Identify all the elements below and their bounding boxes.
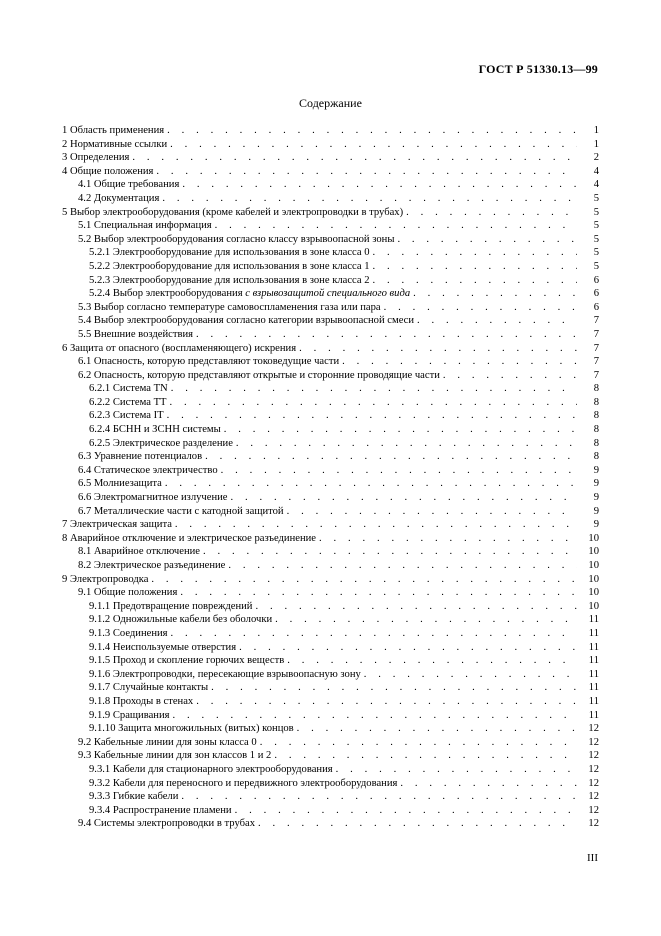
toc-leader-dots bbox=[260, 736, 577, 750]
toc-entry-page: 11 bbox=[588, 655, 599, 667]
toc-entry-page: 1 bbox=[593, 125, 599, 136]
toc-entry-title: 5 Выбор электрооборудования (кроме кабелей и электропроводки в трубах) bbox=[62, 206, 404, 218]
toc-entry bbox=[62, 749, 599, 763]
toc-entry-title: 5.3 Выбор согласно температуре самовоспламенения газа или пара bbox=[78, 301, 381, 313]
toc-entry bbox=[62, 287, 599, 301]
toc-entry-title: 4.1 Общие требования bbox=[78, 179, 180, 191]
toc-entry-page: 5 bbox=[593, 247, 599, 259]
toc-entry bbox=[62, 573, 599, 587]
toc-entry-page: 11 bbox=[588, 641, 599, 653]
toc-entry-title: 8.1 Аварийное отключение bbox=[78, 546, 200, 558]
toc-entry-title: 5.2 Выбор электрооборудования согласно классу взрывоопасной зоны bbox=[78, 233, 395, 245]
toc-leader-dots bbox=[397, 233, 577, 247]
toc-leader-dots bbox=[274, 749, 577, 763]
toc-entry bbox=[62, 464, 599, 478]
toc-entry-page: 10 bbox=[588, 600, 599, 612]
toc-entry-page: 9 bbox=[593, 478, 599, 490]
toc-entry-title: 6.1 Опасность, которую представляют токоведущие части bbox=[78, 356, 340, 368]
toc-entry-title: 8.2 Электрическое разъединение bbox=[78, 560, 226, 571]
toc-entry bbox=[62, 518, 599, 532]
toc-leader-dots bbox=[297, 722, 577, 736]
toc-entry bbox=[62, 260, 599, 274]
toc-entry-page: 11 bbox=[588, 682, 599, 694]
toc-entry-title: 6.3 Уравнение потенциалов bbox=[78, 451, 203, 463]
toc-entry-title: 9.1.10 Защита многожильных (витых) концов bbox=[89, 723, 294, 735]
toc-entry-title: 9 Электропроводка bbox=[62, 573, 149, 585]
toc-entry-title: 6.2.3 Система IT bbox=[89, 410, 164, 422]
toc-entry bbox=[62, 355, 599, 369]
toc-leader-dots bbox=[413, 287, 577, 301]
toc-entry bbox=[62, 668, 599, 682]
toc-entry bbox=[62, 301, 599, 315]
toc-entry-page: 8 bbox=[593, 396, 599, 408]
toc-leader-dots bbox=[299, 342, 577, 356]
toc-entry bbox=[62, 396, 599, 410]
toc-entry-page: 4 bbox=[593, 165, 599, 177]
toc-entry-page: 9 bbox=[593, 519, 599, 531]
toc-entry-page: 6 bbox=[593, 301, 599, 313]
toc-entry-title: 9.1.2 Одножильные кабели без оболочки bbox=[89, 614, 273, 626]
toc-entry bbox=[62, 586, 599, 600]
toc-leader-dots bbox=[231, 491, 578, 505]
toc-entry bbox=[62, 641, 599, 655]
toc-entry-title: 9.2 Кабельные линии для зоны класса 0 bbox=[78, 736, 257, 748]
toc-entry-title: 8 Аварийное отключение и электрическое разъединение bbox=[62, 532, 316, 544]
toc-entry-title: 1 Область применения bbox=[62, 125, 165, 136]
toc-leader-dots bbox=[196, 695, 577, 709]
toc-leader-dots bbox=[373, 246, 577, 260]
toc-entry bbox=[62, 491, 599, 505]
toc-entry bbox=[62, 192, 599, 206]
toc-entry-title: 4.2 Документация bbox=[78, 192, 160, 204]
toc-entry bbox=[62, 709, 599, 723]
toc-leader-dots bbox=[171, 382, 577, 396]
toc-leader-dots bbox=[173, 709, 577, 723]
toc-entry-title: 5.4 Выбор электрооборудования согласно категории взрывоопасной смеси bbox=[78, 315, 415, 327]
toc-entry bbox=[62, 681, 599, 695]
toc-entry-title: 4 Общие положения bbox=[62, 165, 154, 177]
toc-entry-page: 8 bbox=[593, 437, 599, 449]
toc-entry-title: 9.3.4 Распространение пламени bbox=[89, 804, 232, 816]
toc-leader-dots bbox=[336, 763, 577, 777]
toc-entry bbox=[62, 369, 599, 383]
toc-leader-dots bbox=[156, 165, 577, 179]
toc-entry bbox=[62, 763, 599, 777]
toc-entry bbox=[62, 790, 599, 804]
toc-entry-title: 5.1 Специальная информация bbox=[78, 220, 212, 232]
toc-entry bbox=[62, 233, 599, 247]
toc-entry-title: 9.1 Общие положения bbox=[78, 587, 178, 599]
toc-entry-page: 10 bbox=[588, 560, 599, 571]
page-number: III bbox=[587, 852, 598, 864]
toc-leader-dots bbox=[205, 450, 577, 464]
toc-entry-page: 5 bbox=[593, 192, 599, 204]
toc-entry-title: 5.2.4 Выбор электрооборудования с взрывозащитой специального вида bbox=[89, 288, 411, 300]
toc-entry bbox=[62, 559, 599, 573]
toc-entry-italic: с взрывозащитой специального вида bbox=[245, 288, 411, 300]
toc-leader-dots bbox=[170, 138, 577, 152]
toc-entry-page: 12 bbox=[588, 736, 599, 748]
toc-leader-dots bbox=[373, 260, 577, 274]
toc-entry-page: 10 bbox=[588, 587, 599, 599]
toc-leader-dots bbox=[342, 355, 577, 369]
toc-entry bbox=[62, 532, 599, 546]
toc-entry bbox=[62, 151, 599, 165]
toc-entry bbox=[62, 736, 599, 750]
toc-leader-dots bbox=[384, 301, 577, 315]
toc-entry-page: 5 bbox=[593, 233, 599, 245]
toc-entry-title: 5.2.3 Электрооборудование для использования в зоне класса 2 bbox=[89, 274, 370, 286]
toc-entry-title: 5.5 Внешние воздействия bbox=[78, 328, 194, 340]
toc-leader-dots bbox=[167, 124, 577, 138]
toc-entry-title: 9.1.3 Соединения bbox=[89, 627, 168, 639]
toc-entry bbox=[62, 450, 599, 464]
toc-entry-page: 5 bbox=[593, 260, 599, 272]
toc-entry-page: 9 bbox=[593, 492, 599, 504]
toc-leader-dots bbox=[215, 219, 577, 233]
toc-title: Содержание bbox=[299, 96, 362, 110]
toc-leader-dots bbox=[165, 477, 577, 491]
toc-leader-dots bbox=[151, 573, 577, 587]
toc-entry-title: 9.1.4 Неиспользуемые отверстия bbox=[89, 641, 237, 653]
toc-entry bbox=[62, 654, 599, 668]
toc-entry-page: 11 bbox=[588, 614, 599, 626]
toc-entry-page: 8 bbox=[593, 424, 599, 436]
toc-entry-title: 9.4 Системы электропроводки в трубах bbox=[78, 818, 255, 830]
toc-entry bbox=[62, 328, 599, 342]
toc-leader-dots bbox=[132, 151, 577, 165]
toc-entry bbox=[62, 722, 599, 736]
toc-entry-title: 6.7 Металлические части с катодной защитой bbox=[78, 505, 284, 517]
toc-leader-dots bbox=[167, 409, 577, 423]
toc-entry bbox=[62, 804, 599, 818]
toc-entry-page: 7 bbox=[593, 356, 599, 368]
toc-entry bbox=[62, 342, 599, 356]
toc-entry-page: 7 bbox=[593, 342, 599, 354]
toc-entry bbox=[62, 219, 599, 233]
toc-entry-title: 9.1.8 Проходы в стенах bbox=[89, 695, 194, 707]
toc-leader-dots bbox=[211, 681, 577, 695]
toc-entry bbox=[62, 206, 599, 220]
toc-leader-dots bbox=[400, 777, 577, 791]
toc-entry-page: 11 bbox=[588, 709, 599, 721]
toc-entry-page: 11 bbox=[588, 627, 599, 639]
toc-entry-page: 8 bbox=[593, 383, 599, 395]
toc-leader-dots bbox=[373, 274, 577, 288]
toc-entry-title: 6.2.5 Электрическое разделение bbox=[89, 437, 233, 449]
toc-entry-page: 4 bbox=[593, 179, 599, 191]
toc-entry-page: 8 bbox=[593, 451, 599, 463]
toc-entry bbox=[62, 274, 599, 288]
toc-entry-page: 10 bbox=[588, 532, 599, 544]
toc-entry bbox=[62, 627, 599, 641]
toc-entry-title: 6.2.1 Система TN bbox=[89, 383, 168, 395]
toc-entry bbox=[62, 423, 599, 437]
toc-entry bbox=[62, 477, 599, 491]
toc-entry-page: 5 bbox=[593, 206, 599, 218]
toc-entry bbox=[62, 409, 599, 423]
toc-entry-page: 9 bbox=[593, 505, 599, 517]
toc-entry bbox=[62, 178, 599, 192]
toc-entry-page: 11 bbox=[588, 668, 599, 680]
toc-entry bbox=[62, 613, 599, 627]
toc-entry bbox=[62, 600, 599, 614]
toc-entry bbox=[62, 695, 599, 709]
toc-entry-title: 9.1.9 Сращивания bbox=[89, 709, 170, 721]
toc-entry-title: 9.1.6 Электропроводки, пересекающие взрывоопасную зону bbox=[89, 668, 361, 680]
toc-entry-title: 6.5 Молниезащита bbox=[78, 478, 162, 490]
toc-entry-title: 9.3.2 Кабели для переносного и передвижного электрооборудования bbox=[89, 777, 398, 789]
toc-entry bbox=[62, 138, 599, 152]
toc-leader-dots bbox=[287, 505, 577, 519]
toc-leader-dots bbox=[443, 369, 577, 383]
toc-entry-page: 12 bbox=[588, 763, 599, 775]
toc-entry-title: 5.2.2 Электрооборудование для использования в зоне класса 1 bbox=[89, 260, 370, 272]
toc-entry-title: 6.2.4 БСНН и ЗСНН системы bbox=[89, 424, 221, 436]
toc-entry bbox=[62, 505, 599, 519]
toc-entry-title: 7 Электрическая защита bbox=[62, 519, 172, 531]
toc-entry-title: 9.3.1 Кабели для стационарного электрооборудования bbox=[89, 763, 333, 775]
toc-leader-dots bbox=[275, 613, 577, 627]
toc-entry-title: 5.2.1 Электрооборудование для использования в зоне класса 0 bbox=[89, 247, 370, 259]
toc-entry bbox=[62, 545, 599, 559]
toc-entry-page: 9 bbox=[593, 464, 599, 476]
toc-leader-dots bbox=[221, 464, 577, 478]
toc-entry-title: 6.6 Электромагнитное излучение bbox=[78, 492, 228, 504]
toc-entry-page: 6 bbox=[593, 274, 599, 286]
document-standard-number: ГОСТ Р 51330.13—99 bbox=[478, 62, 598, 76]
toc-entry bbox=[62, 777, 599, 791]
toc-leader-dots bbox=[224, 423, 577, 437]
toc-entry-page: 5 bbox=[593, 220, 599, 232]
toc-leader-dots bbox=[170, 396, 577, 410]
toc-leader-dots bbox=[203, 545, 577, 559]
toc-entry-page: 10 bbox=[588, 573, 599, 585]
toc-leader-dots bbox=[181, 790, 577, 804]
toc-entry-title: 6.2.2 Система ТТ bbox=[89, 396, 167, 408]
toc-entry bbox=[62, 165, 599, 179]
toc-entry-page: 6 bbox=[593, 288, 599, 300]
toc-entry-title: 9.3.3 Гибкие кабели bbox=[89, 791, 179, 803]
toc-entry bbox=[62, 382, 599, 396]
toc-entry bbox=[62, 246, 599, 260]
toc-leader-dots bbox=[417, 314, 577, 328]
toc-entry-title: 9.1.5 Проход и скопление горючих веществ bbox=[89, 655, 285, 667]
toc-entry-title: 9.3 Кабельные линии для зон классов 1 и 2 bbox=[78, 750, 272, 762]
toc-entry-page: 12 bbox=[588, 818, 599, 830]
toc-entry-page: 8 bbox=[593, 410, 599, 422]
toc-leader-dots bbox=[364, 668, 577, 682]
toc-entry-page: 12 bbox=[588, 791, 599, 803]
toc-entry-page: 7 bbox=[593, 328, 599, 340]
toc-entry-page: 2 bbox=[593, 152, 599, 164]
toc-entry-title: 9.1.7 Случайные контакты bbox=[89, 682, 209, 694]
toc-leader-dots bbox=[406, 206, 577, 220]
toc-leader-dots bbox=[239, 641, 577, 655]
toc-leader-dots bbox=[171, 627, 577, 641]
toc-leader-dots bbox=[235, 804, 577, 818]
toc-entry bbox=[62, 314, 599, 328]
toc-leader-dots bbox=[196, 328, 577, 342]
toc-entry-page: 12 bbox=[588, 723, 599, 735]
toc-entry-title: 3 Определения bbox=[62, 152, 130, 164]
toc-leader-dots bbox=[287, 654, 577, 668]
toc-leader-dots bbox=[182, 178, 577, 192]
toc-entry bbox=[62, 124, 599, 138]
toc-entry bbox=[62, 817, 599, 831]
toc-entry-page: 7 bbox=[593, 315, 599, 327]
toc-entry-page: 10 bbox=[588, 546, 599, 558]
toc-leader-dots bbox=[319, 532, 577, 546]
toc-leader-dots bbox=[255, 600, 577, 614]
toc-entry-title: 9.1.1 Предотвращение повреждений bbox=[89, 600, 253, 612]
toc-leader-dots bbox=[258, 817, 577, 831]
toc-leader-dots bbox=[180, 586, 577, 600]
toc-entry bbox=[62, 437, 599, 451]
toc-entry-page: 7 bbox=[593, 369, 599, 381]
toc-entry-page: 12 bbox=[588, 777, 599, 789]
toc-entry-page: 12 bbox=[588, 804, 599, 816]
toc-entry-page: 11 bbox=[588, 695, 599, 707]
toc-leader-dots bbox=[228, 559, 577, 573]
toc-entry-title: 2 Нормативные ссылки bbox=[62, 138, 168, 150]
toc-entry-title: 6.4 Статическое электричество bbox=[78, 464, 218, 476]
table-of-contents bbox=[62, 124, 599, 831]
toc-leader-dots bbox=[236, 437, 577, 451]
toc-entry-page: 1 bbox=[593, 138, 599, 150]
toc-leader-dots bbox=[175, 518, 577, 532]
toc-leader-dots bbox=[162, 192, 577, 206]
toc-entry-title: 6 Защита от опасного (воспламеняющего) искрения bbox=[62, 342, 297, 354]
toc-entry-title: 6.2 Опасность, которую представляют открытые и сторонние проводящие части bbox=[78, 369, 440, 381]
toc-entry-page: 12 bbox=[588, 750, 599, 762]
